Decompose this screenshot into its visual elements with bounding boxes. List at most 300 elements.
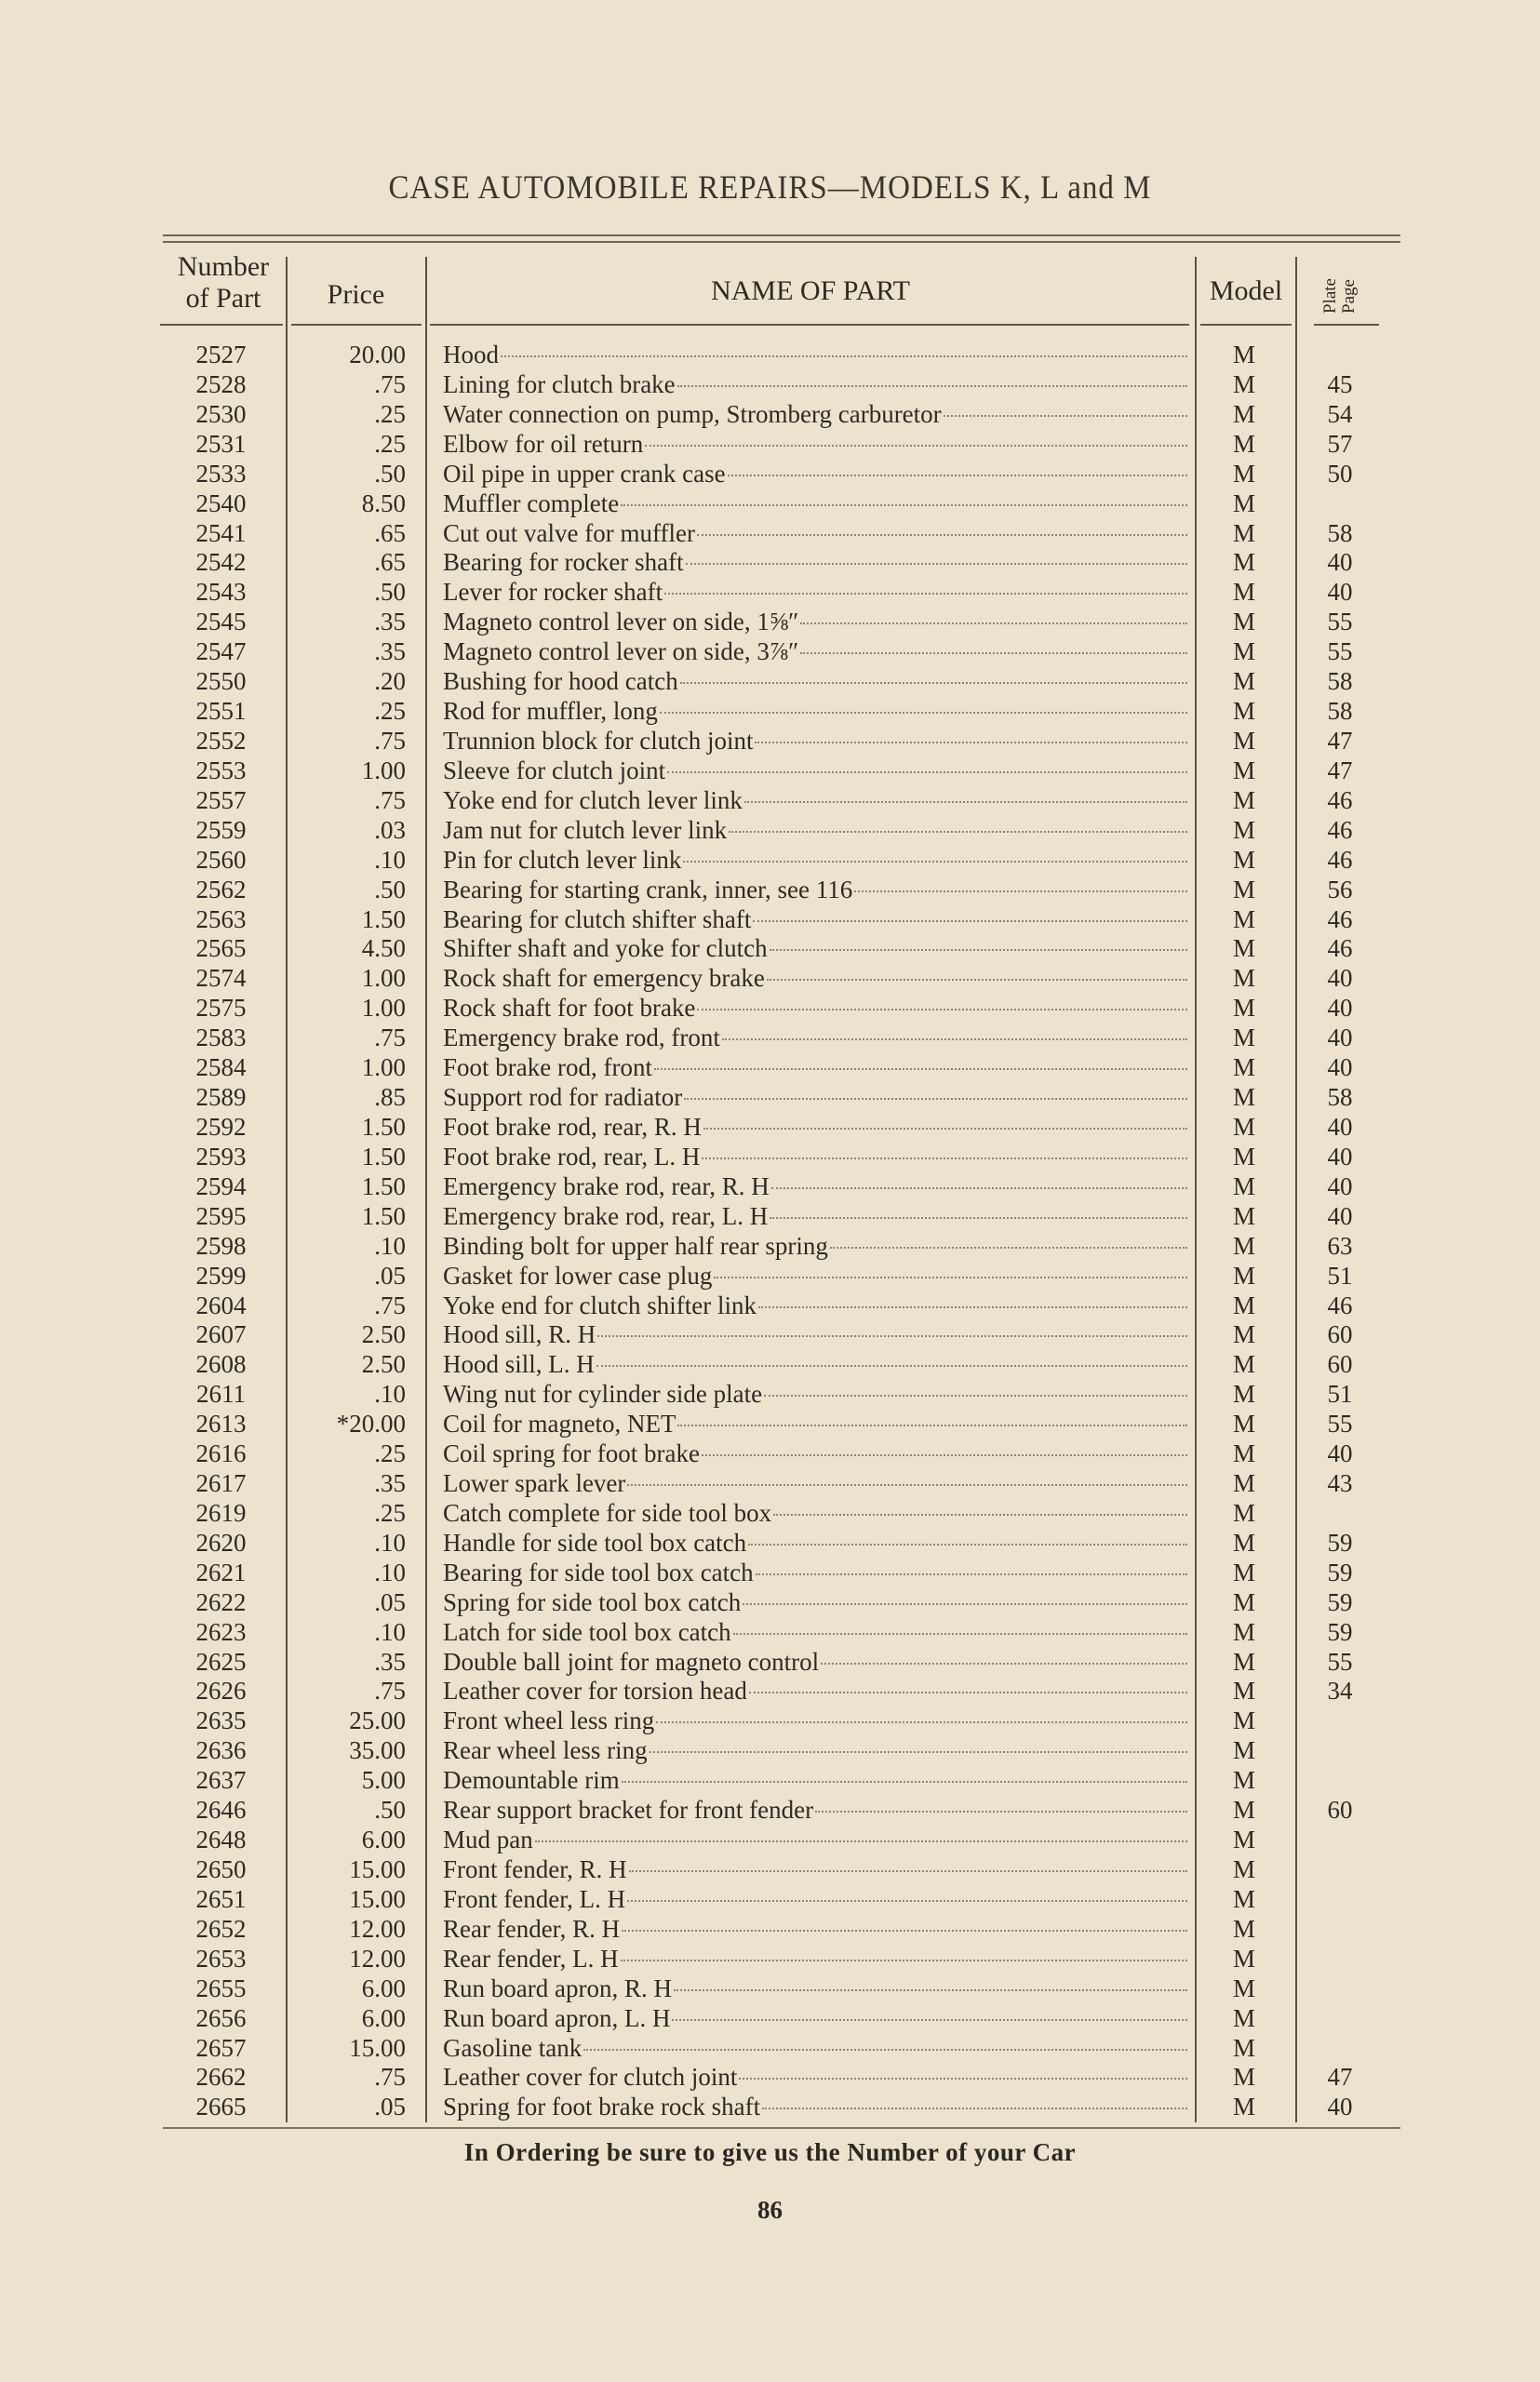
part-name-cell — [443, 934, 1187, 964]
leader-dots — [749, 1691, 1187, 1693]
part-model: M — [1232, 1914, 1255, 1943]
part-name: Foot brake rod, front — [443, 1053, 652, 1082]
part-plate-page: 56 — [1327, 875, 1353, 903]
part-price: .35 — [374, 608, 406, 636]
part-name: Emergency brake rod, front — [443, 1024, 720, 1052]
leader-dots — [770, 1216, 1187, 1219]
part-price: 1.00 — [361, 756, 406, 784]
leader-dots — [697, 533, 1187, 536]
part-name: Foot brake rod, rear, L. H — [443, 1142, 701, 1171]
part-number: 2545 — [195, 608, 247, 636]
part-name-cell — [443, 905, 1187, 935]
part-name-cell — [443, 1113, 1187, 1143]
part-model: M — [1232, 1171, 1255, 1200]
part-plate-page: 63 — [1327, 1231, 1353, 1260]
part-model: M — [1232, 1855, 1255, 1884]
part-price: 20.00 — [349, 341, 406, 368]
leader-dots — [683, 860, 1187, 863]
part-name-cell — [443, 756, 1187, 786]
part-model: M — [1232, 964, 1255, 993]
part-plate-page: 43 — [1327, 1469, 1353, 1498]
part-price: .50 — [374, 578, 406, 607]
leader-dots — [815, 1810, 1187, 1813]
part-number: 2619 — [195, 1498, 247, 1527]
table-row — [0, 1499, 1540, 1529]
part-price: .65 — [374, 518, 406, 547]
part-number: 2635 — [195, 1706, 247, 1735]
part-name-cell — [443, 519, 1187, 549]
part-plate-page: 40 — [1327, 1112, 1353, 1141]
part-number: 2560 — [195, 845, 247, 874]
leader-dots — [645, 444, 1187, 447]
part-plate-page: 54 — [1327, 399, 1353, 428]
table-row — [0, 1885, 1540, 1915]
part-name: Cut out valve for muffler — [443, 518, 695, 547]
part-name-cell — [443, 1736, 1187, 1766]
leader-dots — [764, 1394, 1187, 1397]
part-plate-page: 50 — [1327, 459, 1353, 488]
part-plate-page: 55 — [1327, 1410, 1353, 1439]
part-model: M — [1232, 1617, 1255, 1646]
part-price: .10 — [374, 845, 406, 874]
part-price: .25 — [374, 399, 406, 428]
part-plate-page: 40 — [1327, 1439, 1353, 1468]
header-rule-name — [430, 324, 1189, 326]
table-row — [0, 578, 1540, 608]
part-plate-page: 34 — [1327, 1677, 1353, 1706]
part-number: 2617 — [195, 1469, 247, 1498]
table-row — [0, 1855, 1540, 1885]
table-row — [0, 430, 1540, 460]
part-price: 2.50 — [361, 1350, 406, 1379]
part-price: .75 — [374, 1024, 406, 1052]
table-row — [0, 608, 1540, 637]
part-model: M — [1232, 1142, 1255, 1171]
table-row — [0, 1024, 1540, 1053]
part-name: Rear support bracket for front fender — [443, 1796, 814, 1825]
part-plate-page: 51 — [1327, 1261, 1353, 1290]
leader-dots — [756, 1572, 1187, 1575]
table-row — [0, 460, 1540, 489]
part-number: 2636 — [195, 1736, 247, 1765]
part-model: M — [1232, 934, 1255, 963]
part-name: Run board apron, R. H — [443, 1974, 672, 2002]
table-row — [0, 1826, 1540, 1855]
part-number: 2653 — [195, 1944, 247, 1973]
part-name: Foot brake rod, rear, R. H — [443, 1112, 702, 1141]
part-plate-page: 40 — [1327, 2093, 1353, 2121]
part-name-cell — [443, 1172, 1187, 1202]
part-name-cell — [443, 2093, 1187, 2122]
page-title: CASE AUTOMOBILE REPAIRS—MODELS K, L and M — [388, 169, 1152, 207]
table-row — [0, 1291, 1540, 1321]
header-number-line2: of Part — [185, 283, 261, 314]
part-name: Coil spring for foot brake — [443, 1439, 700, 1468]
part-number: 2528 — [195, 369, 247, 398]
part-number: 2621 — [195, 1558, 247, 1586]
part-model: M — [1232, 1231, 1255, 1260]
part-name-cell — [443, 964, 1187, 994]
part-plate-page: 59 — [1327, 1528, 1353, 1557]
leader-dots — [744, 800, 1187, 803]
table-row — [0, 1588, 1540, 1618]
part-name: Bearing for rocker shaft — [443, 548, 684, 577]
table-row — [0, 2063, 1540, 2093]
table-row — [0, 2093, 1540, 2122]
part-number: 2531 — [195, 429, 247, 458]
part-name: Mud pan — [443, 1826, 533, 1854]
part-name-cell — [443, 876, 1187, 905]
part-name-cell — [443, 1559, 1187, 1588]
part-number: 2648 — [195, 1826, 247, 1854]
table-row — [0, 1410, 1540, 1439]
part-name-cell — [443, 1469, 1187, 1499]
part-model: M — [1232, 1974, 1255, 2002]
part-plate-page: 58 — [1327, 518, 1353, 547]
part-number: 2646 — [195, 1796, 247, 1825]
leader-dots — [667, 770, 1187, 773]
part-price: .25 — [374, 1439, 406, 1468]
part-number: 2650 — [195, 1855, 247, 1884]
leader-dots — [702, 1453, 1187, 1456]
part-price: .03 — [374, 815, 406, 844]
page-number: 86 — [757, 2196, 783, 2224]
leader-dots — [684, 1097, 1187, 1100]
part-name: Run board apron, L. H — [443, 2003, 671, 2032]
part-plate-page: 60 — [1327, 1320, 1353, 1349]
leader-dots — [753, 919, 1187, 922]
leader-dots — [654, 1067, 1187, 1070]
part-number: 2565 — [195, 934, 247, 963]
part-plate-page: 47 — [1327, 726, 1353, 755]
part-name: Front wheel less ring — [443, 1706, 655, 1735]
part-name-cell — [443, 2004, 1187, 2034]
part-number: 2541 — [195, 518, 247, 547]
table-row — [0, 876, 1540, 905]
part-number: 2620 — [195, 1528, 247, 1557]
part-name: Pin for clutch lever link — [443, 845, 682, 874]
header-number-line1: Number — [177, 251, 270, 282]
part-model: M — [1232, 1528, 1255, 1557]
bottom-rule — [163, 2127, 1400, 2129]
part-name-cell — [443, 697, 1187, 727]
table-row — [0, 370, 1540, 400]
part-model: M — [1232, 2063, 1255, 2092]
part-name: Rock shaft for foot brake — [443, 994, 696, 1023]
header-plate-page — [1321, 256, 1386, 321]
part-name: Wing nut for cylinder side plate — [443, 1380, 763, 1409]
part-name: Rear wheel less ring — [443, 1736, 648, 1765]
part-name-cell — [443, 1974, 1187, 2004]
part-name: Double ball joint for magneto control — [443, 1647, 820, 1676]
part-number: 2604 — [195, 1291, 247, 1319]
leader-dots — [728, 474, 1187, 476]
part-number: 2527 — [195, 341, 247, 368]
part-name: Muffler complete — [443, 488, 620, 517]
table-row — [0, 1172, 1540, 1202]
part-name: Lever for rocker shaft — [443, 578, 663, 607]
part-name-cell — [443, 1588, 1187, 1618]
part-plate-page: 58 — [1327, 667, 1353, 696]
part-number: 2563 — [195, 904, 247, 933]
leader-dots — [596, 1364, 1187, 1367]
part-name-cell — [443, 1232, 1187, 1262]
leader-dots — [621, 1959, 1187, 1961]
part-name-cell — [443, 1380, 1187, 1410]
part-name-cell — [443, 1677, 1187, 1706]
part-plate-page: 46 — [1327, 785, 1353, 814]
parts-table-body — [0, 341, 1540, 2122]
part-number: 2583 — [195, 1024, 247, 1052]
part-number: 2622 — [195, 1587, 247, 1616]
part-name-cell — [443, 1499, 1187, 1529]
table-row — [0, 846, 1540, 876]
part-number: 2552 — [195, 726, 247, 755]
part-plate-page: 55 — [1327, 608, 1353, 636]
part-name: Hood — [443, 341, 499, 368]
part-price: 1.50 — [361, 1171, 406, 1200]
table-row — [0, 964, 1540, 994]
part-price: .35 — [374, 637, 406, 666]
leader-dots — [686, 562, 1187, 565]
part-number: 2553 — [195, 756, 247, 784]
part-number: 2616 — [195, 1439, 247, 1468]
part-model: M — [1232, 1587, 1255, 1616]
part-number: 2575 — [195, 994, 247, 1023]
leader-dots — [722, 1037, 1187, 1040]
part-name-cell — [443, 1766, 1187, 1796]
part-model: M — [1232, 608, 1255, 636]
part-number: 2584 — [195, 1053, 247, 1082]
part-number: 2595 — [195, 1201, 247, 1230]
part-name-cell — [443, 1291, 1187, 1321]
part-name-cell — [443, 489, 1187, 519]
part-price: 35.00 — [349, 1736, 406, 1765]
part-price: 5.00 — [361, 1766, 406, 1795]
table-row — [0, 1915, 1540, 1945]
part-plate-page: 40 — [1327, 994, 1353, 1023]
leader-dots — [621, 503, 1187, 506]
part-number: 2562 — [195, 875, 247, 903]
leader-dots — [770, 948, 1187, 951]
header-number-of-part — [163, 251, 284, 314]
leader-dots — [830, 1246, 1187, 1249]
leader-dots — [702, 1157, 1187, 1159]
part-plate-page: 40 — [1327, 578, 1353, 607]
part-model: M — [1232, 1439, 1255, 1468]
part-name-cell — [443, 667, 1187, 697]
part-model: M — [1232, 1706, 1255, 1735]
part-number: 2543 — [195, 578, 247, 607]
part-number: 2626 — [195, 1677, 247, 1706]
table-row — [0, 1439, 1540, 1469]
top-rule — [163, 234, 1400, 236]
part-model: M — [1232, 1736, 1255, 1765]
part-number: 2547 — [195, 637, 247, 666]
part-plate-page: 45 — [1327, 369, 1353, 398]
part-price: 15.00 — [349, 1855, 406, 1884]
table-row — [0, 1736, 1540, 1766]
leader-dots — [583, 2048, 1187, 2051]
part-model: M — [1232, 1677, 1255, 1706]
part-number: 2594 — [195, 1171, 247, 1200]
part-number: 2599 — [195, 1261, 247, 1290]
header-rule-price — [291, 324, 422, 326]
part-price: 8.50 — [361, 488, 406, 517]
table-row — [0, 1529, 1540, 1559]
part-name: Gasoline tank — [443, 2033, 583, 2062]
part-plate-page: 60 — [1327, 1796, 1353, 1825]
part-name: Front fender, R. H — [443, 1855, 627, 1884]
part-plate-page: 46 — [1327, 1291, 1353, 1319]
part-price: .10 — [374, 1231, 406, 1260]
part-model: M — [1232, 1320, 1255, 1349]
part-plate-page: 60 — [1327, 1350, 1353, 1379]
part-number: 2593 — [195, 1142, 247, 1171]
part-model: M — [1232, 1112, 1255, 1141]
part-name: Lower spark lever — [443, 1469, 626, 1498]
table-row — [0, 1350, 1540, 1380]
table-row — [0, 1202, 1540, 1232]
part-model: M — [1232, 1796, 1255, 1825]
table-row — [0, 1320, 1540, 1350]
table-row — [0, 934, 1540, 964]
part-model: M — [1232, 994, 1255, 1023]
part-name-cell — [443, 1262, 1187, 1291]
table-row — [0, 994, 1540, 1024]
part-plate-page: 46 — [1327, 815, 1353, 844]
part-price: 2.50 — [361, 1320, 406, 1349]
part-model: M — [1232, 1944, 1255, 1973]
part-name: Shifter shaft and yoke for clutch — [443, 934, 768, 963]
part-name: Rod for muffler, long — [443, 697, 658, 726]
table-row — [0, 548, 1540, 578]
part-name: Sleeve for clutch joint — [443, 756, 666, 784]
part-name-cell — [443, 1618, 1187, 1648]
table-row — [0, 786, 1540, 816]
part-number: 2625 — [195, 1647, 247, 1676]
part-plate-page: 58 — [1327, 1083, 1353, 1112]
part-name-cell — [443, 994, 1187, 1024]
part-model: M — [1232, 845, 1255, 874]
leader-dots — [748, 1543, 1187, 1546]
part-price: .25 — [374, 429, 406, 458]
part-model: M — [1232, 1261, 1255, 1290]
part-number: 2530 — [195, 399, 247, 428]
part-model: M — [1232, 726, 1255, 755]
part-number: 2592 — [195, 1112, 247, 1141]
part-plate-page: 40 — [1327, 548, 1353, 577]
part-number: 2652 — [195, 1914, 247, 1943]
part-name-cell — [443, 1945, 1187, 1974]
part-price: .75 — [374, 369, 406, 398]
part-name: Water connection on pump, Stromberg carburetor — [443, 399, 942, 428]
part-price: .20 — [374, 667, 406, 696]
part-name-cell — [443, 1083, 1187, 1113]
part-name: Rear fender, R. H — [443, 1914, 621, 1943]
part-plate-page: 55 — [1327, 1647, 1353, 1676]
table-row — [0, 1083, 1540, 1113]
part-name-cell — [443, 1826, 1187, 1855]
leader-dots — [622, 1780, 1187, 1783]
part-number: 2551 — [195, 697, 247, 726]
table-row — [0, 1648, 1540, 1678]
part-name-cell — [443, 548, 1187, 578]
part-price: 1.00 — [361, 994, 406, 1023]
header-plate-line1: Plate — [1320, 278, 1340, 314]
table-row — [0, 2004, 1540, 2034]
part-plate-page: 40 — [1327, 1053, 1353, 1082]
part-name: Coil for magneto, NET — [443, 1410, 676, 1439]
table-row — [0, 1945, 1540, 1974]
part-model: M — [1232, 1558, 1255, 1586]
part-name: Bearing for clutch shifter shaft — [443, 904, 752, 933]
leader-dots — [714, 1276, 1187, 1278]
part-price: 15.00 — [349, 1884, 406, 1913]
part-price: 6.00 — [361, 2003, 406, 2032]
part-price: .10 — [374, 1617, 406, 1646]
part-model: M — [1232, 1083, 1255, 1112]
part-price: 1.00 — [361, 964, 406, 993]
part-number: 2655 — [195, 1974, 247, 2002]
part-plate-page: 55 — [1327, 637, 1353, 666]
leader-dots — [597, 1334, 1187, 1337]
part-name: Magneto control lever on side, 3⅞″ — [443, 637, 799, 666]
part-plate-page: 59 — [1327, 1587, 1353, 1616]
part-number: 2665 — [195, 2093, 247, 2121]
part-model: M — [1232, 1498, 1255, 1527]
part-model: M — [1232, 548, 1255, 577]
part-price: .50 — [374, 1796, 406, 1825]
leader-dots — [501, 355, 1187, 357]
part-number: 2662 — [195, 2063, 247, 2092]
part-name-cell — [443, 1143, 1187, 1172]
part-name-cell — [443, 1202, 1187, 1232]
part-model: M — [1232, 2003, 1255, 2032]
part-plate-page: 46 — [1327, 904, 1353, 933]
table-row — [0, 697, 1540, 727]
leader-dots — [733, 1632, 1187, 1635]
part-name: Latch for side tool box catch — [443, 1617, 731, 1646]
part-number: 2559 — [195, 815, 247, 844]
part-plate-page: 47 — [1327, 2063, 1353, 2092]
table-row — [0, 1380, 1540, 1410]
part-model: M — [1232, 1024, 1255, 1052]
part-name-cell — [443, 846, 1187, 876]
part-number: 2613 — [195, 1410, 247, 1439]
table-row — [0, 1469, 1540, 1499]
part-name: Emergency brake rod, rear, R. H — [443, 1171, 770, 1200]
part-price: 12.00 — [349, 1914, 406, 1943]
part-model: M — [1232, 667, 1255, 696]
part-model: M — [1232, 2033, 1255, 2062]
leader-dots — [743, 1602, 1187, 1605]
part-plate-page: 51 — [1327, 1380, 1353, 1409]
part-price: 12.00 — [349, 1944, 406, 1973]
part-name-cell — [443, 460, 1187, 489]
part-model: M — [1232, 1647, 1255, 1676]
leader-dots — [627, 1483, 1187, 1486]
part-name: Support rod for radiator — [443, 1083, 683, 1112]
part-number: 2607 — [195, 1320, 247, 1349]
part-name-cell — [443, 1529, 1187, 1559]
part-model: M — [1232, 1291, 1255, 1319]
part-name-cell — [443, 1053, 1187, 1083]
header-price: Price — [327, 279, 385, 310]
table-row — [0, 727, 1540, 756]
part-name: Handle for side tool box catch — [443, 1528, 747, 1557]
leader-dots — [660, 711, 1187, 714]
